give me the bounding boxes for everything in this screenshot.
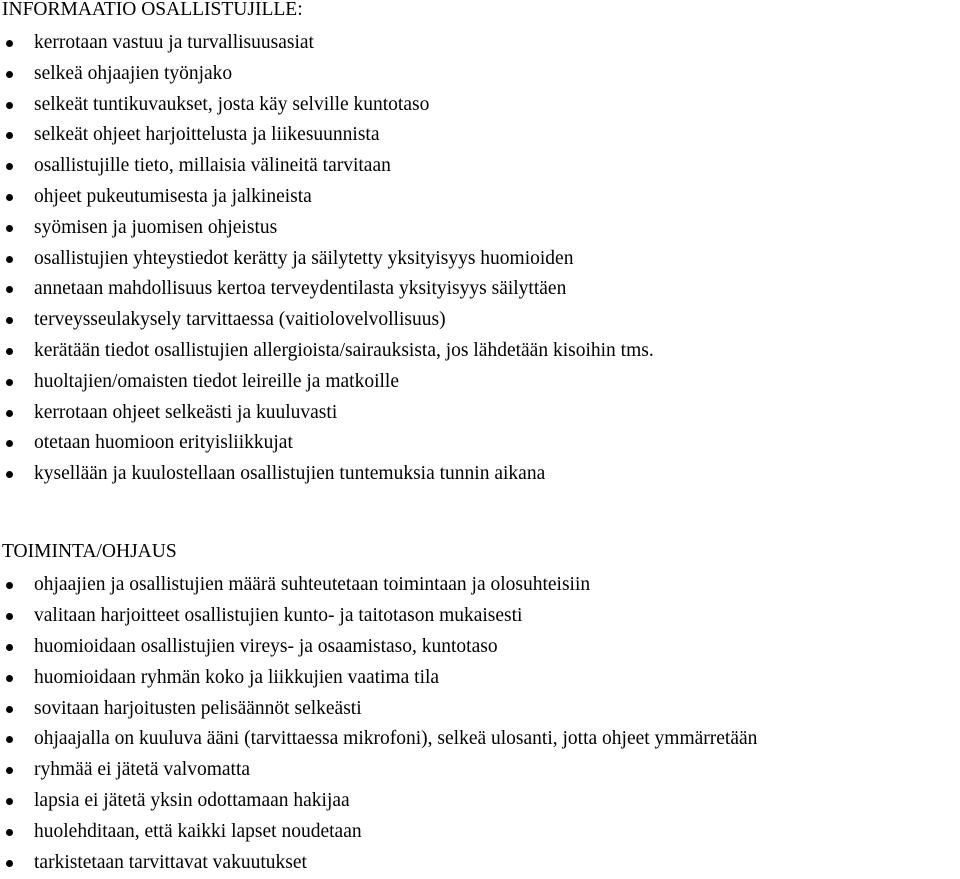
bullet-icon <box>6 440 13 447</box>
list-item-text: kerrotaan vastuu ja turvallisuusasiat <box>34 32 314 53</box>
list-item <box>0 151 654 182</box>
list-item-text: ryhmää ei jätetä valvomatta <box>34 759 251 781</box>
list-item <box>0 59 654 90</box>
list-item <box>0 182 654 213</box>
list-item <box>0 817 757 848</box>
bullet-icon <box>6 256 13 263</box>
bullet-icon <box>6 40 13 47</box>
bullet-icon <box>6 348 13 355</box>
bullet-icon <box>6 132 13 139</box>
list-item <box>0 786 757 817</box>
list-item <box>0 213 654 244</box>
bullet-icon <box>6 225 13 232</box>
list-item <box>0 120 654 151</box>
list-item-text: huoltajien/omaisten tiedot leireille ja matkoille <box>34 370 399 392</box>
list-item-text: valitaan harjoitteet osallistujien kunto- ja taitotason mukaisesti <box>34 604 523 626</box>
list-item <box>0 848 757 879</box>
section-heading-informaatio: INFORMAATIO OSALLISTUJILLE: <box>2 0 303 20</box>
list-item-text: ohjaajalla on kuuluva ääni (tarvittaessa mikrofoni), selkeä ulosanti, jotta ohjeet ymmärretään <box>34 728 758 750</box>
bullet-icon <box>6 379 13 386</box>
bullet-icon <box>6 163 13 170</box>
bullet-icon <box>6 767 13 774</box>
list-item <box>0 632 757 663</box>
list-item-text: annetaan mahdollisuus kertoa terveydentilasta yksityisyys säilyttäen <box>34 278 567 300</box>
list-item-text: kysellään ja kuulostellaan osallistujien tuntemuksia tunnin aikana <box>34 463 546 485</box>
list-item <box>0 601 757 632</box>
bullet-icon <box>6 286 13 293</box>
bullet-icon <box>6 317 13 324</box>
list-item <box>0 367 654 398</box>
list-item-text: osallistujien yhteystiedot kerätty ja säilytetty yksityisyys huomioiden <box>34 247 574 269</box>
list-item-text: ohjaajien ja osallistujien määrä suhteutetaan toimintaan ja olosuhteisiin <box>34 574 591 595</box>
list-item-text: kerätään tiedot osallistujien allergioista/sairauksista, jos lähdetään kisoihin tms. <box>34 339 654 361</box>
list-item <box>0 305 654 336</box>
list-item-text: huomioidaan osallistujien vireys- ja osaamistaso, kuntotaso <box>34 635 498 657</box>
bullet-list-informaatio <box>0 28 654 490</box>
list-item-text: selkeät tuntikuvaukset, josta käy selville kuntotaso <box>34 93 430 115</box>
list-item <box>0 459 654 490</box>
bullet-icon <box>6 410 13 417</box>
bullet-icon <box>6 194 13 201</box>
list-item-text: osallistujille tieto, millaisia välineitä tarvitaan <box>34 155 391 177</box>
list-item <box>0 244 654 275</box>
list-item <box>0 570 757 601</box>
list-item <box>0 428 654 459</box>
bullet-icon <box>6 798 13 805</box>
bullet-list-toiminta <box>0 570 757 879</box>
list-item-text: tarkistetaan tarvittavat vakuutukset <box>34 852 307 874</box>
list-item-text: sovitaan harjoitusten pelisäännöt selkeästi <box>34 697 362 719</box>
list-item <box>0 90 654 121</box>
list-item-text: otetaan huomioon erityisliikkujat <box>34 432 293 454</box>
bullet-icon <box>6 829 13 836</box>
list-item-text: syömisen ja juomisen ohjeistus <box>34 216 278 238</box>
list-item <box>0 398 654 429</box>
bullet-icon <box>6 471 13 478</box>
list-item-text: selkeä ohjaajien työnjako <box>34 62 233 84</box>
list-item-text: huomioidaan ryhmän koko ja liikkujien vaatima tila <box>34 666 440 688</box>
bullet-icon <box>6 675 13 682</box>
bullet-icon <box>6 860 13 867</box>
bullet-icon <box>6 706 13 713</box>
list-item <box>0 724 757 755</box>
list-item-text: terveysseulakysely tarvittaessa (vaitiolovelvollisuus) <box>34 309 446 331</box>
list-item <box>0 694 757 725</box>
bullet-icon <box>6 582 13 589</box>
list-item-text: lapsia ei jätetä yksin odottamaan hakijaa <box>34 790 350 812</box>
list-item-text: huolehditaan, että kaikki lapset noudetaan <box>34 821 362 843</box>
list-item <box>0 755 757 786</box>
list-item <box>0 663 757 694</box>
bullet-icon <box>6 102 13 109</box>
list-item-text: selkeät ohjeet harjoittelusta ja liikesuunnista <box>34 124 380 146</box>
bullet-icon <box>6 736 13 743</box>
list-item <box>0 274 654 305</box>
bullet-icon <box>6 644 13 651</box>
section-heading-toiminta: TOIMINTA/OHJAUS <box>2 541 177 562</box>
bullet-icon <box>6 71 13 78</box>
list-item-text: ohjeet pukeutumisesta ja jalkineista <box>34 185 312 207</box>
bullet-icon <box>6 613 13 620</box>
list-item <box>0 336 654 367</box>
list-item-text: kerrotaan ohjeet selkeästi ja kuuluvasti <box>34 401 338 423</box>
list-item <box>0 28 654 59</box>
